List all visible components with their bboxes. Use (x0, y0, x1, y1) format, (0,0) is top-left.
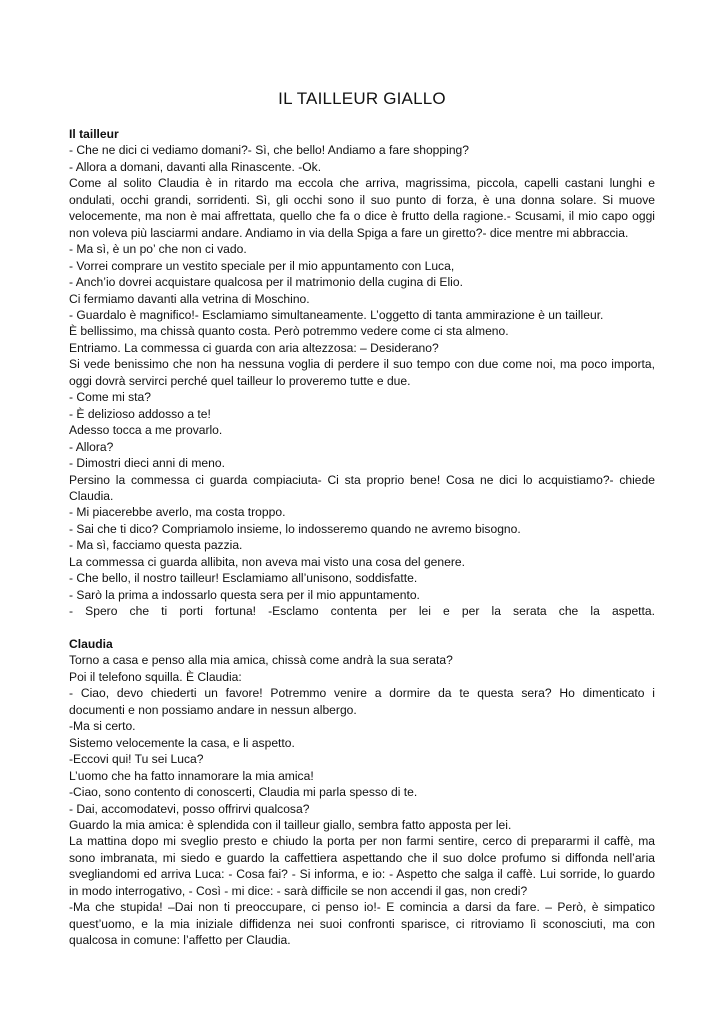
text-line: Come al solito Claudia è in ritardo ma eccola che arriva, magrissima, piccola, capelli castani lunghi e (69, 176, 655, 191)
text-line: ondulati, occhi grandi, sorridenti. Sì, gli occhi sono il suo punto di forza, è una donna solare. Si muove (69, 192, 655, 207)
text-line: - Come mi sta? (69, 390, 151, 405)
text-line: -Ma che stupida! –Dai non ti preoccupare, ci penso io!- E comincia a darsi da fare. – Però, è simpatico (69, 900, 655, 915)
text-line: Guardo la mia amica: è splendida con il tailleur giallo, sembra fatto apposta per lei. (69, 818, 512, 833)
text-line: Persino la commessa ci guarda compiaciuta- Ci sta proprio bene! Cosa ne dici lo acquistiamo?- chiede (69, 472, 655, 487)
text-line: Ci fermiamo davanti alla vetrina di Moschino. (69, 291, 310, 306)
text-line: La commessa ci guarda allibita, non aveva mai visto una cosa del genere. (69, 554, 465, 569)
text-line: -Eccovi qui! Tu sei Luca? (69, 752, 204, 767)
document-title: IL TAILLEUR GIALLO (278, 89, 446, 108)
text-line: Sistemo velocemente la casa, e li aspetto. (69, 735, 295, 750)
text-line: -Ciao, sono contento di conoscerti, Claudia mi parla spesso di te. (69, 785, 418, 800)
text-line: - Ma sì, è un po’ che non ci vado. (69, 242, 247, 257)
text-line: - Allora? (69, 439, 114, 454)
section-tailleur-text (69, 142, 655, 619)
text-line: quest’uomo, e la mia iniziale diffidenza nei suoi confronti sparisce, ci ritroviamo lì sconosciuti, ma con (69, 916, 655, 931)
text-line: sono imbranata, mi siedo e guardo la caffettiera aspettando che il suo dolce profumo si diffonda nell’aria (69, 850, 655, 865)
text-line: non voleva più lasciarmi andare. Andiamo in via della Spiga a fare un giretto?- dice mentre mi abbraccia. (69, 225, 629, 240)
paragraph-spacer (69, 620, 655, 636)
text-line: Claudia. (69, 488, 114, 503)
text-line: L’uomo che ha fatto innamorare la mia amica! (69, 768, 314, 783)
document-body (69, 126, 655, 949)
text-line: - È delizioso addosso a te! (69, 406, 211, 421)
text-line: - Allora a domani, davanti alla Rinascente. -Ok. (69, 159, 322, 174)
text-line: Torno a casa e penso alla mia amica, chissà come andrà la sua serata? (69, 653, 453, 668)
text-line: velocemente, ma non è mai affrettata, quello che fa o dice è frutto della ragione.- Scusami, il mio capo oggi (69, 209, 655, 224)
text-line: Entriamo. La commessa ci guarda con aria altezzosa: – Desiderano? (69, 340, 439, 355)
text-line: - Ma sì, facciamo questa pazzia. (69, 538, 243, 553)
section-heading-claudia: Claudia (69, 637, 113, 652)
text-line: - Ciao, devo chiederti un favore! Potremmo venire a dormire da te questa sera? Ho dimenticato i (69, 686, 655, 701)
text-line: documenti e non possiamo andare in nessun albergo. (69, 702, 357, 717)
text-line: in modo interrogativo, - Così - mi dice: - sarà difficile se non accendi il gas, non credi? (69, 883, 528, 898)
text-line: Adesso tocca a me provarlo. (69, 423, 223, 438)
text-line: - Sai che ti dico? Compriamolo insieme, lo indosseremo quando ne avremo bisogno. (69, 521, 521, 536)
section-claudia-text (69, 652, 655, 948)
text-line: - Anch’io dovrei acquistare qualcosa per il matrimonio della cugina di Elio. (69, 275, 463, 290)
text-line: oggi dovrà servirci perché quel tailleur lo proveremo tutte e due. (69, 373, 411, 388)
section-heading-tailleur: Il tailleur (69, 127, 119, 141)
text-line: - Che ne dici ci vediamo domani?- Sì, che bello! Andiamo a fare shopping? (69, 143, 469, 158)
text-line: - Sarò la prima a indossarlo questa sera per il mio appuntamento. (69, 587, 420, 602)
text-line: - Guardalo è magnifico!- Esclamiamo simultaneamente. L’oggetto di tanta ammirazione è un tailleur. (69, 307, 604, 322)
text-line: - Dimostri dieci anni di meno. (69, 456, 225, 471)
text-line: svegliandomi ed arriva Luca: - Cosa fai? - Si informa, e io: - Aspetto che salga il caffè. Lui sorride, lo guardo (69, 867, 655, 882)
text-line: Si vede benissimo che non ha nessuna voglia di perdere il suo tempo con due come noi, ma poco importa, (69, 357, 655, 372)
text-line: qualcosa in comune: l’affetto per Claudia. (69, 933, 291, 948)
text-line: - Vorrei comprare un vestito speciale per il mio appuntamento con Luca, (69, 258, 455, 273)
text-line: Poi il telefono squilla. È Claudia: (69, 669, 242, 684)
text-line: - Dai, accomodatevi, posso offrirvi qualcosa? (69, 801, 310, 816)
text-line: - Spero che ti porti fortuna! -Esclamo contenta per lei e per la serata che la aspetta. (69, 604, 655, 619)
text-line: - Mi piacerebbe averlo, ma costa troppo. (69, 505, 286, 520)
text-line: È bellissimo, ma chissà quanto costa. Però potremmo vedere come ci sta almeno. (69, 324, 509, 339)
text-line: - Che bello, il nostro tailleur! Esclamiamo all’unisono, soddisfatte. (69, 571, 418, 586)
text-line: -Ma si certo. (69, 719, 136, 734)
text-line: La mattina dopo mi sveglio presto e chiudo la porta per non farmi sentire, cerco di prepararmi il caffè, ma (69, 834, 655, 849)
